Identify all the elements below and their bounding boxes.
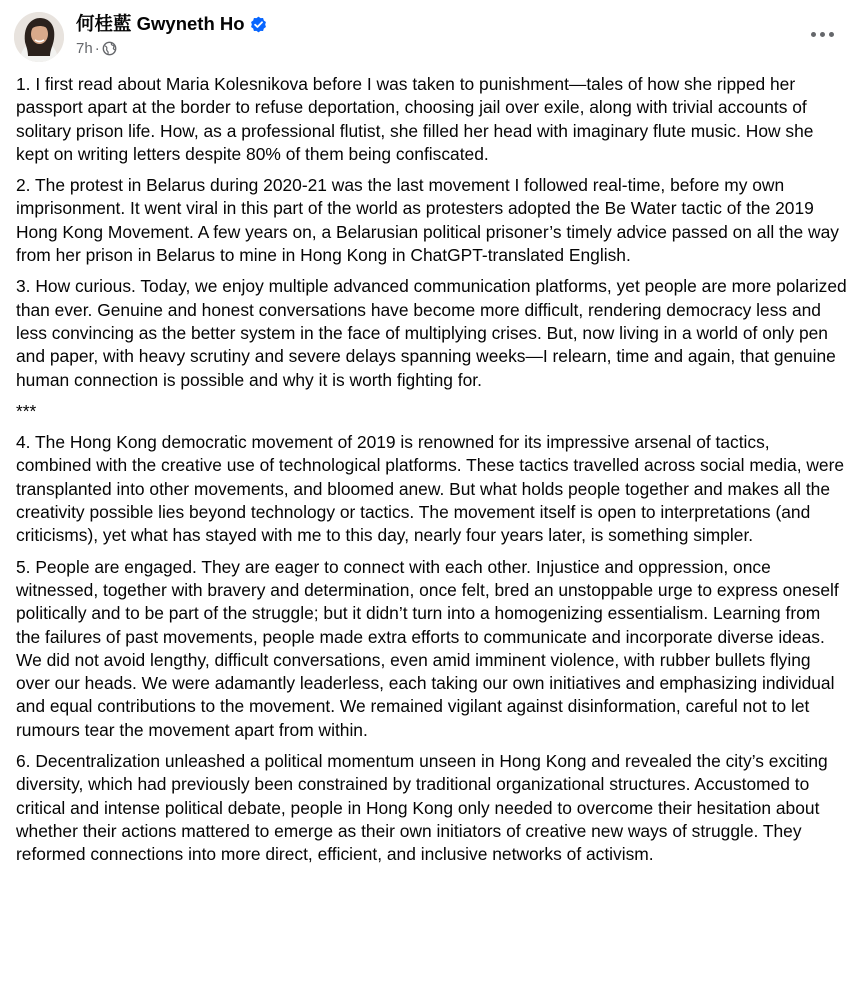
post-paragraph-6: 6. Decentralization unleashed a political momentum unseen in Hong Kong and revealed the city’s exciting diversity, which had previously been constrained by traditional organizational structures. Accustomed to critical and intense political debate, people in Hong Kong only needed to overcome their hesitation about whether their actions mattered to emerge as their own initiators of creative new ways of struggle. They reformed connections into more direct, efficient, and inclusive networks of activism. (16, 751, 828, 865)
post-paragraph-4: 4. The Hong Kong democratic movement of 2019 is renowned for its impressive arsenal of tactics, combined with the creative use of technological platforms. These tactics travelled across social media, were transplanted into other movements, and bloomed anew. But what holds people together and makes all the creativity possible lies beyond technology or tactics. The movement itself is open to interpretations (and criticisms), yet what has stayed with me to this day, nearly four years later, is something simpler. (16, 432, 845, 546)
post-meta (76, 39, 117, 59)
post-timestamp[interactable]: 7h (76, 40, 93, 57)
author-name[interactable] (76, 12, 267, 36)
avatar[interactable] (14, 12, 64, 62)
post-paragraph-2: 2. The protest in Belarus during 2020-21 was the last movement I followed real-time, before my own imprisonment. It went viral in this part of the world as protesters adopted the Be Water tactic of the 2019 Hong Kong Movement. A few years on, a Belarusian political prisoner’s timely advice passed on all the way from her prison in Belarus to mine in Hong Kong in ChatGPT-translated English. (16, 175, 839, 266)
post-paragraph-1: 1. I first read about Maria Kolesnikova before I was taken to punishment—tales of how she ripped her passport apart at the border to refuse deportation, choosing jail over exile, along with trivial accounts of solitary prison life. How, as a professional flutist, she filled her head with imaginary flute music. How she kept on writing letters despite 80% of them being confiscated. (16, 74, 814, 164)
avatar-image (14, 12, 64, 62)
more-dot (820, 32, 825, 37)
more-options-icon[interactable] (809, 22, 837, 46)
post-body (16, 73, 848, 875)
post-paragraph-3: 3. How curious. Today, we enjoy multiple advanced communication platforms, yet people are more polarized than ever. Genuine and honest conversations have become more difficult, rendering democracy less and less convincing as the better system in the face of multiplying crises. But, now living in a world of only pen and paper, with heavy scrutiny and severe delays spanning weeks—I relearn, time and again, that genuine human connection is possible and why it is worth fighting for. (16, 276, 847, 390)
more-dot (829, 32, 834, 37)
more-dot (811, 32, 816, 37)
post-header (0, 0, 853, 68)
post-paragraph-5: 5. People are engaged. They are eager to connect with each other. Injustice and oppression, once witnessed, together with bravery and determination, once felt, bred an unstoppable urge to express oneself politically and to be part of the struggle; but it didn’t turn into a homogenizing essentialism. Learning from the failures of past movements, people made extra efforts to communicate and incorporate diverse ideas. We did not avoid lengthy, difficult conversations, even amid imminent violence, with rubber bullets flying over our heads. We were adamantly leaderless, each taking our own initiatives and emphasizing individual and equal contributions to the movement. We remained vigilant against disinformation, careful not to let rumours tear the movement apart from within. (16, 556, 839, 740)
globe-icon[interactable] (102, 41, 117, 56)
section-separator: *** (16, 400, 37, 421)
meta-separator: · (94, 40, 100, 57)
author-name-text[interactable]: 何桂藍 Gwyneth Ho (76, 13, 245, 34)
verified-badge-icon (250, 16, 267, 33)
